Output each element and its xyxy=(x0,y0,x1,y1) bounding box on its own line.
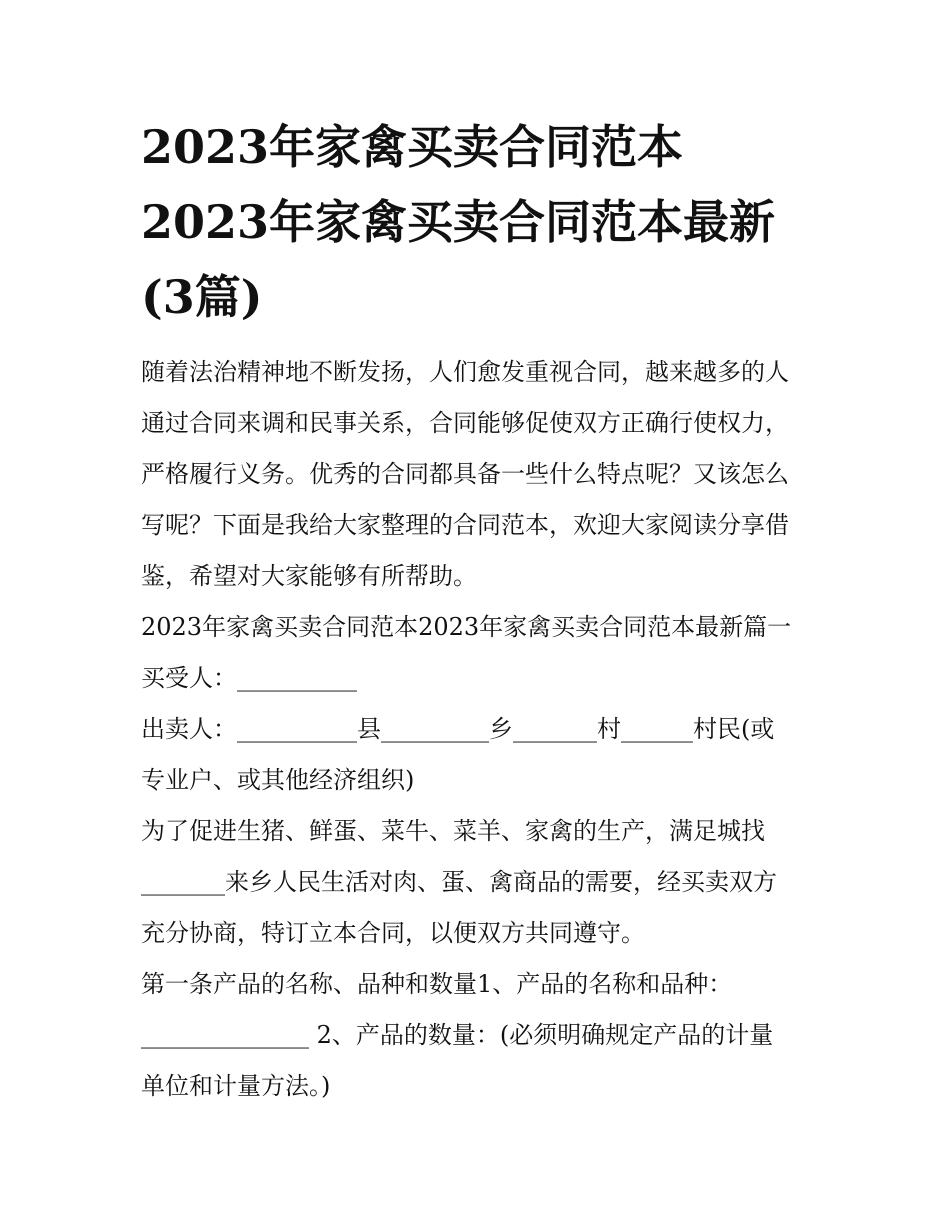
purpose-line: 为了促进生猪、鲜蛋、菜牛、菜羊、家禽的生产，满足城找 xyxy=(141,817,765,845)
article1-line: ______________ 2、产品的数量：(必须明确规定产品的计量 xyxy=(141,1021,774,1049)
intro-line: 鉴，希望对大家能够有所帮助。 xyxy=(141,562,477,590)
intro-line: 随着法治精神地不断发扬，人们愈发重视合同，越来越多的人 xyxy=(141,358,789,386)
buyer-text: 买受人：__________ xyxy=(141,664,357,692)
document-title-line-3: (3篇) xyxy=(141,270,263,324)
intro-line: 写呢？下面是我给大家整理的合同范本，欢迎大家阅读分享借 xyxy=(141,511,789,539)
section-heading xyxy=(141,602,821,653)
section-heading-text: 2023年家禽买卖合同范本2023年家禽买卖合同范本最新篇一 xyxy=(141,613,792,641)
document-title-line-1: 2023年家禽买卖合同范本 xyxy=(141,120,684,174)
purpose-paragraph xyxy=(141,806,821,959)
purpose-line: _______来乡人民生活对肉、蛋、禽商品的需要，经买卖双方 xyxy=(141,868,777,896)
intro-paragraph xyxy=(141,347,821,602)
purpose-line: 充分协商，特订立本合同，以便双方共同遵守。 xyxy=(141,919,645,947)
intro-line: 通过合同来调和民事关系，合同能够促使双方正确行使权力， xyxy=(141,409,789,437)
seller-line: 专业户、或其他经济组织) xyxy=(141,766,415,794)
article1-line: 单位和计量方法。) xyxy=(141,1072,331,1100)
article1-line: 第一条产品的名称、品种和数量1、产品的名称和品种： xyxy=(141,970,733,998)
buyer-line xyxy=(141,653,821,704)
document-page xyxy=(141,118,821,1112)
seller-line: 出卖人：__________县_________乡_______村______村民(或 xyxy=(141,715,775,743)
document-title-line-2: 2023年家禽买卖合同范本最新 xyxy=(141,195,776,249)
intro-line: 严格履行义务。优秀的合同都具备一些什么特点呢？又该怎么 xyxy=(141,460,789,488)
article1-paragraph xyxy=(141,959,821,1112)
seller-paragraph xyxy=(141,704,821,806)
